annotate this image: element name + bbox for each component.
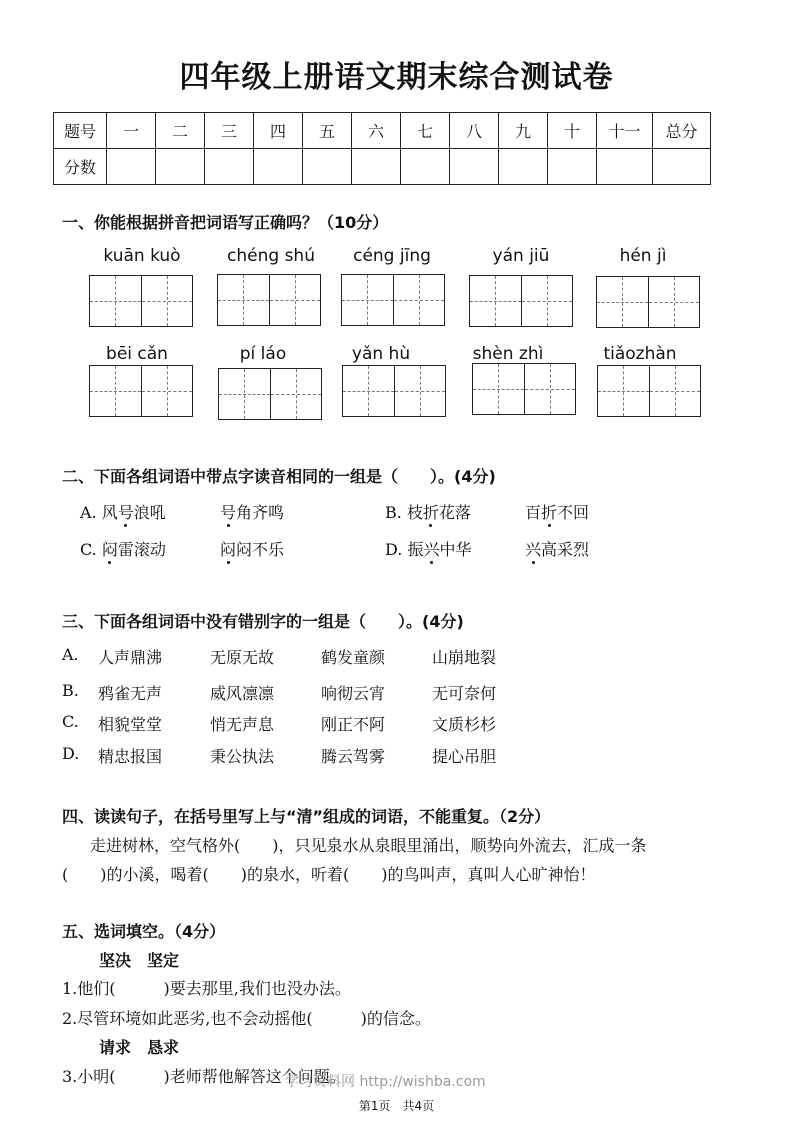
table-cell: 总分	[653, 113, 711, 149]
option-b	[385, 500, 471, 523]
writing-grid[interactable]	[472, 363, 576, 415]
option-word: 响彻云宵	[321, 684, 386, 703]
option-word: 秉公执法	[210, 747, 275, 766]
writing-grid[interactable]	[218, 368, 322, 420]
score-input-cell[interactable]	[401, 149, 450, 185]
writing-grid[interactable]	[341, 274, 445, 326]
table-cell: 七	[401, 113, 450, 149]
question-line: 2.尽管环境如此恶劣,也不会动摇他( )的信念。	[62, 1009, 431, 1028]
option-word: 振兴中华	[407, 540, 472, 559]
score-input-cell[interactable]	[499, 149, 548, 185]
table-cell: 九	[499, 113, 548, 149]
watermark-text: 学习资料网 http://wishba.com	[285, 1074, 486, 1090]
option-word: 无可奈何	[432, 684, 497, 703]
section-4-title: 四、读读句子，在括号里写上与“清”组成的词语，不能重复。（2分）	[62, 807, 551, 826]
option-word: 文质杉杉	[432, 715, 497, 734]
score-input-cell[interactable]	[107, 149, 156, 185]
question-line: 1.他们( )要去那里,我们也没办法。	[62, 979, 351, 998]
table-cell: 十一	[597, 113, 653, 149]
score-input-cell[interactable]	[303, 149, 352, 185]
pinyin-label: shèn zhì	[472, 344, 544, 364]
writing-grid[interactable]	[597, 365, 701, 417]
option-label: B.	[62, 681, 79, 700]
option-word: 威风凛凛	[210, 684, 275, 703]
option-word: 鸦雀无声	[98, 684, 163, 703]
sentence-line: 走进树林，空气格外( )，只见泉水从泉眼里涌出，顺势向外流去，汇成一条	[90, 836, 647, 855]
pinyin-label: pí láo	[239, 344, 287, 364]
pinyin-label: yán jiū	[492, 246, 550, 266]
option-label: A.	[80, 503, 97, 522]
table-cell: 题号	[54, 113, 107, 149]
option-label: A.	[62, 645, 79, 664]
option-word: 号角齐鸣	[220, 503, 285, 522]
writing-grid[interactable]	[596, 276, 700, 328]
score-table-score-row	[54, 149, 711, 185]
score-input-cell[interactable]	[205, 149, 254, 185]
option-word: 兴高采烈	[525, 540, 590, 559]
question-line: 3.小明( )老师帮他解答这个问题。	[62, 1067, 346, 1086]
table-cell: 六	[352, 113, 401, 149]
pinyin-label: tiǎozhàn	[603, 344, 677, 364]
option-word: 提心吊胆	[432, 747, 497, 766]
score-table-header-row	[54, 113, 711, 149]
option-word: 刚正不阿	[321, 715, 386, 734]
writing-grid[interactable]	[217, 274, 321, 326]
table-cell: 二	[156, 113, 205, 149]
option-word: 闷闷不乐	[220, 540, 285, 559]
page-title: 四年级上册语文期末综合测试卷	[179, 60, 614, 95]
option-label: C.	[80, 540, 97, 559]
option-word: 腾云驾雾	[321, 747, 386, 766]
score-table	[53, 112, 711, 185]
option-word: 无原无故	[210, 648, 275, 667]
option-word: 风号浪吼	[101, 503, 166, 522]
pinyin-label: céng jīng	[353, 246, 431, 266]
table-cell: 一	[107, 113, 156, 149]
option-word: 闷雷滚动	[101, 540, 166, 559]
option-word: 相貌堂堂	[98, 715, 163, 734]
pinyin-label: yǎn hù	[351, 344, 411, 364]
option-label: B.	[385, 503, 402, 522]
section-5-title: 五、选词填空。（4分）	[62, 922, 226, 941]
writing-grid[interactable]	[342, 365, 446, 417]
writing-grid[interactable]	[469, 275, 573, 327]
score-input-cell[interactable]	[450, 149, 499, 185]
table-cell: 分数	[54, 149, 107, 185]
option-label: D.	[385, 540, 403, 559]
writing-grid[interactable]	[89, 365, 193, 417]
option-word: 悄无声息	[210, 715, 275, 734]
option-word: 人声鼎沸	[98, 648, 163, 667]
option-word: 精忠报国	[98, 747, 163, 766]
option-c	[80, 537, 166, 560]
table-cell: 五	[303, 113, 352, 149]
option-a	[80, 500, 166, 523]
section-1-title: 一、你能根据拼音把词语写正确吗？（10分）	[62, 213, 389, 232]
table-cell: 三	[205, 113, 254, 149]
option-word: 山崩地裂	[432, 648, 497, 667]
section-2-title: 二、下面各组词语中带点字读音相同的一组是（ ）。(4分)	[62, 467, 496, 486]
score-input-cell[interactable]	[352, 149, 401, 185]
table-cell: 八	[450, 113, 499, 149]
pinyin-label: kuān kuò	[103, 246, 181, 266]
sentence-line: ( )的小溪，喝着( )的泉水，听着( )的鸟叫声，真叫人心旷神怡！	[62, 865, 596, 884]
score-input-cell[interactable]	[156, 149, 205, 185]
score-input-cell[interactable]	[653, 149, 711, 185]
option-label: D.	[62, 744, 80, 763]
option-label: C.	[62, 712, 79, 731]
score-input-cell[interactable]	[254, 149, 303, 185]
table-cell: 四	[254, 113, 303, 149]
page-footer: 第1页 共4页	[358, 1099, 435, 1113]
option-d	[385, 537, 471, 560]
word-pair: 坚决 坚定	[99, 951, 180, 970]
option-word: 鹤发童颜	[321, 648, 386, 667]
word-pair: 请求 恳求	[99, 1038, 180, 1057]
section-3-title: 三、下面各组词语中没有错别字的一组是（ ）。(4分)	[62, 612, 464, 631]
pinyin-label: chéng shú	[227, 246, 315, 266]
table-cell: 十	[548, 113, 597, 149]
option-word: 枝折花落	[406, 503, 471, 522]
score-input-cell[interactable]	[548, 149, 597, 185]
score-input-cell[interactable]	[597, 149, 653, 185]
writing-grid[interactable]	[89, 275, 193, 327]
option-word: 百折不回	[525, 503, 590, 522]
pinyin-label: hén jì	[619, 246, 667, 266]
pinyin-label: bēi cǎn	[106, 344, 168, 364]
